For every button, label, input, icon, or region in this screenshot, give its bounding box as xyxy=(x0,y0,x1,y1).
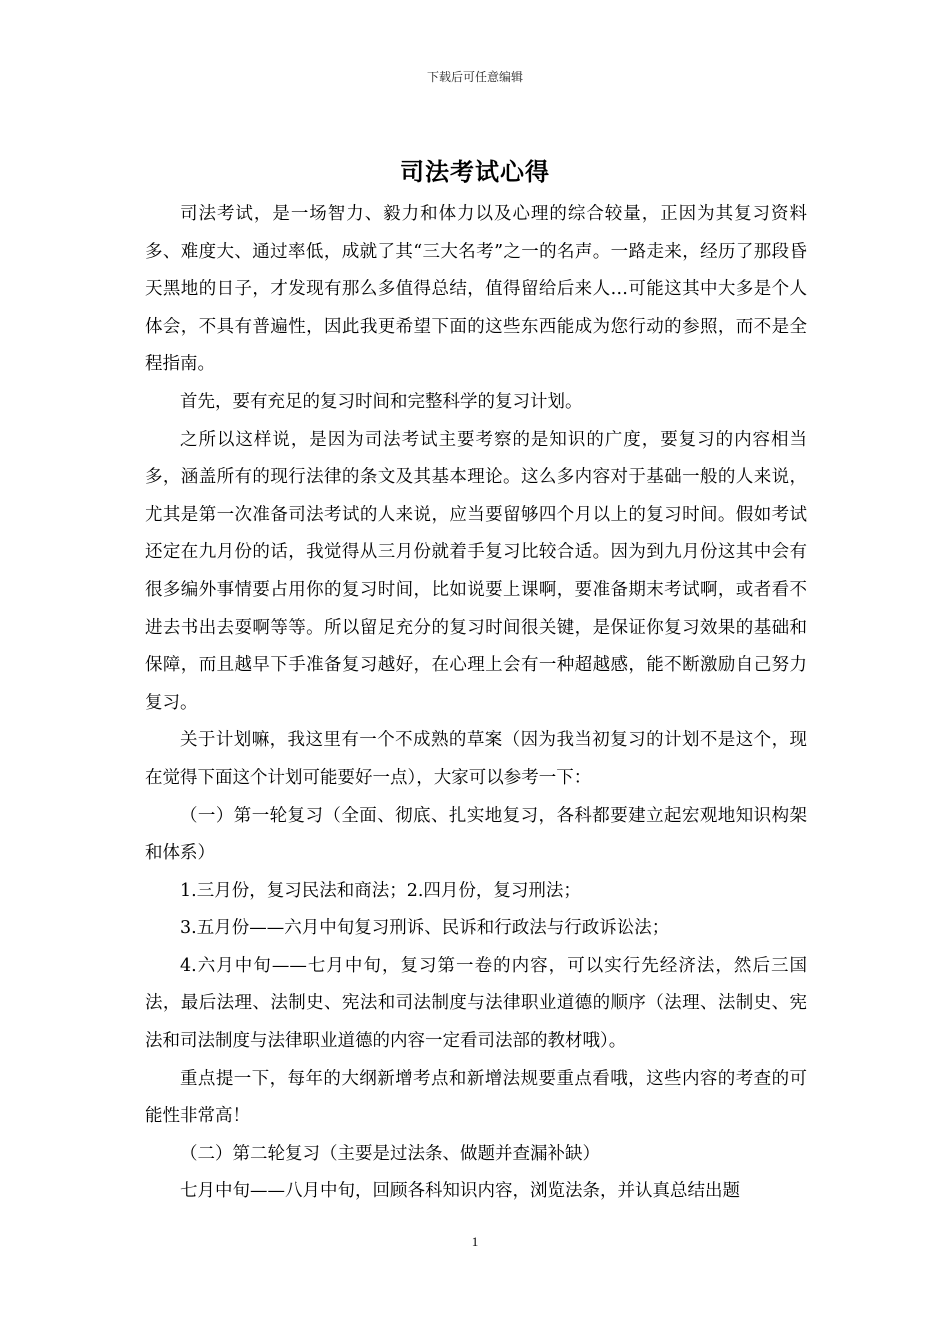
paragraph: （一）第一轮复习（全面、彻底、扎实地复习，各科都要建立起宏观地知识构架和体系） xyxy=(145,805,807,864)
paragraph: 之所以这样说，是因为司法考试主要考察的是知识的广度，要复习的内容相当多，涵盖所有的现行法律的条文及其基本理论。这么多内容对于基础一般的人来说，尤其是第一次准备司法考试的人来说，应当要留够四个月以上的复习时间。假如考试还定在九月份的话，我觉得从三月份就着手复习比较合适。因为到九月份这其中会有很多编外事情要占用你的复习时间，比如说要上课啊，要准备期末考试啊，或者看不进去书出去耍啊等等。所以留足充分的复习时间很关键，是保证你复习效果的基础和保障，而且越早下手准备复习越好，在心理上会有一种超越感，能不断激励自己努力复习。 xyxy=(145,429,807,713)
document-body xyxy=(145,196,807,1211)
page-header: 下载后可任意编辑 xyxy=(426,70,523,84)
paragraph: 七月中旬——八月中旬，回顾各科知识内容，浏览法条，并认真总结出题 xyxy=(180,1181,740,1202)
paragraph: 首先，要有充足的复习时间和完整科学的复习计划。 xyxy=(180,391,583,412)
page-number: 1 xyxy=(471,1234,479,1249)
paragraph: （二）第二轮复习（主要是过法条、做题并查漏补缺） xyxy=(180,1143,600,1164)
paragraph: 司法考试，是一场智力、毅力和体力以及心理的综合较量，正因为其复习资料多、难度大、通过率低，成就了其“三大名考”之一的名声。一路走来，经历了那段昏天黑地的日子，才发现有那么多值得总结，值得留给后来人…可能这其中大多是个人体会，不具有普遍性，因此我更希望下面的这些东西能成为您行动的参照，而不是全程指南。 xyxy=(145,204,807,375)
document-title: 司法考试心得 xyxy=(400,158,550,186)
paragraph: 1.三月份，复习民法和商法；2.四月份，复习刑法； xyxy=(180,880,581,901)
paragraph: 4.六月中旬——七月中旬，复习第一卷的内容，可以实行先经济法，然后三国法，最后法理、法制史、宪法和司法制度与法律职业道德的顺序（法理、法制史、宪法和司法制度与法律职业道德的内容一定看司法部的教材哦）。 xyxy=(145,955,807,1052)
paragraph: 关于计划嘛，我这里有一个不成熟的草案（因为我当初复习的计划不是这个，现在觉得下面这个计划可能要好一点），大家可以参考一下： xyxy=(145,730,807,788)
paragraph: 重点提一下，每年的大纲新增考点和新增法规要重点看哦，这些内容的考查的可能性非常高！ xyxy=(145,1068,807,1127)
paragraph: 3.五月份——六月中旬复习刑诉、民诉和行政法与行政诉讼法； xyxy=(180,918,670,939)
